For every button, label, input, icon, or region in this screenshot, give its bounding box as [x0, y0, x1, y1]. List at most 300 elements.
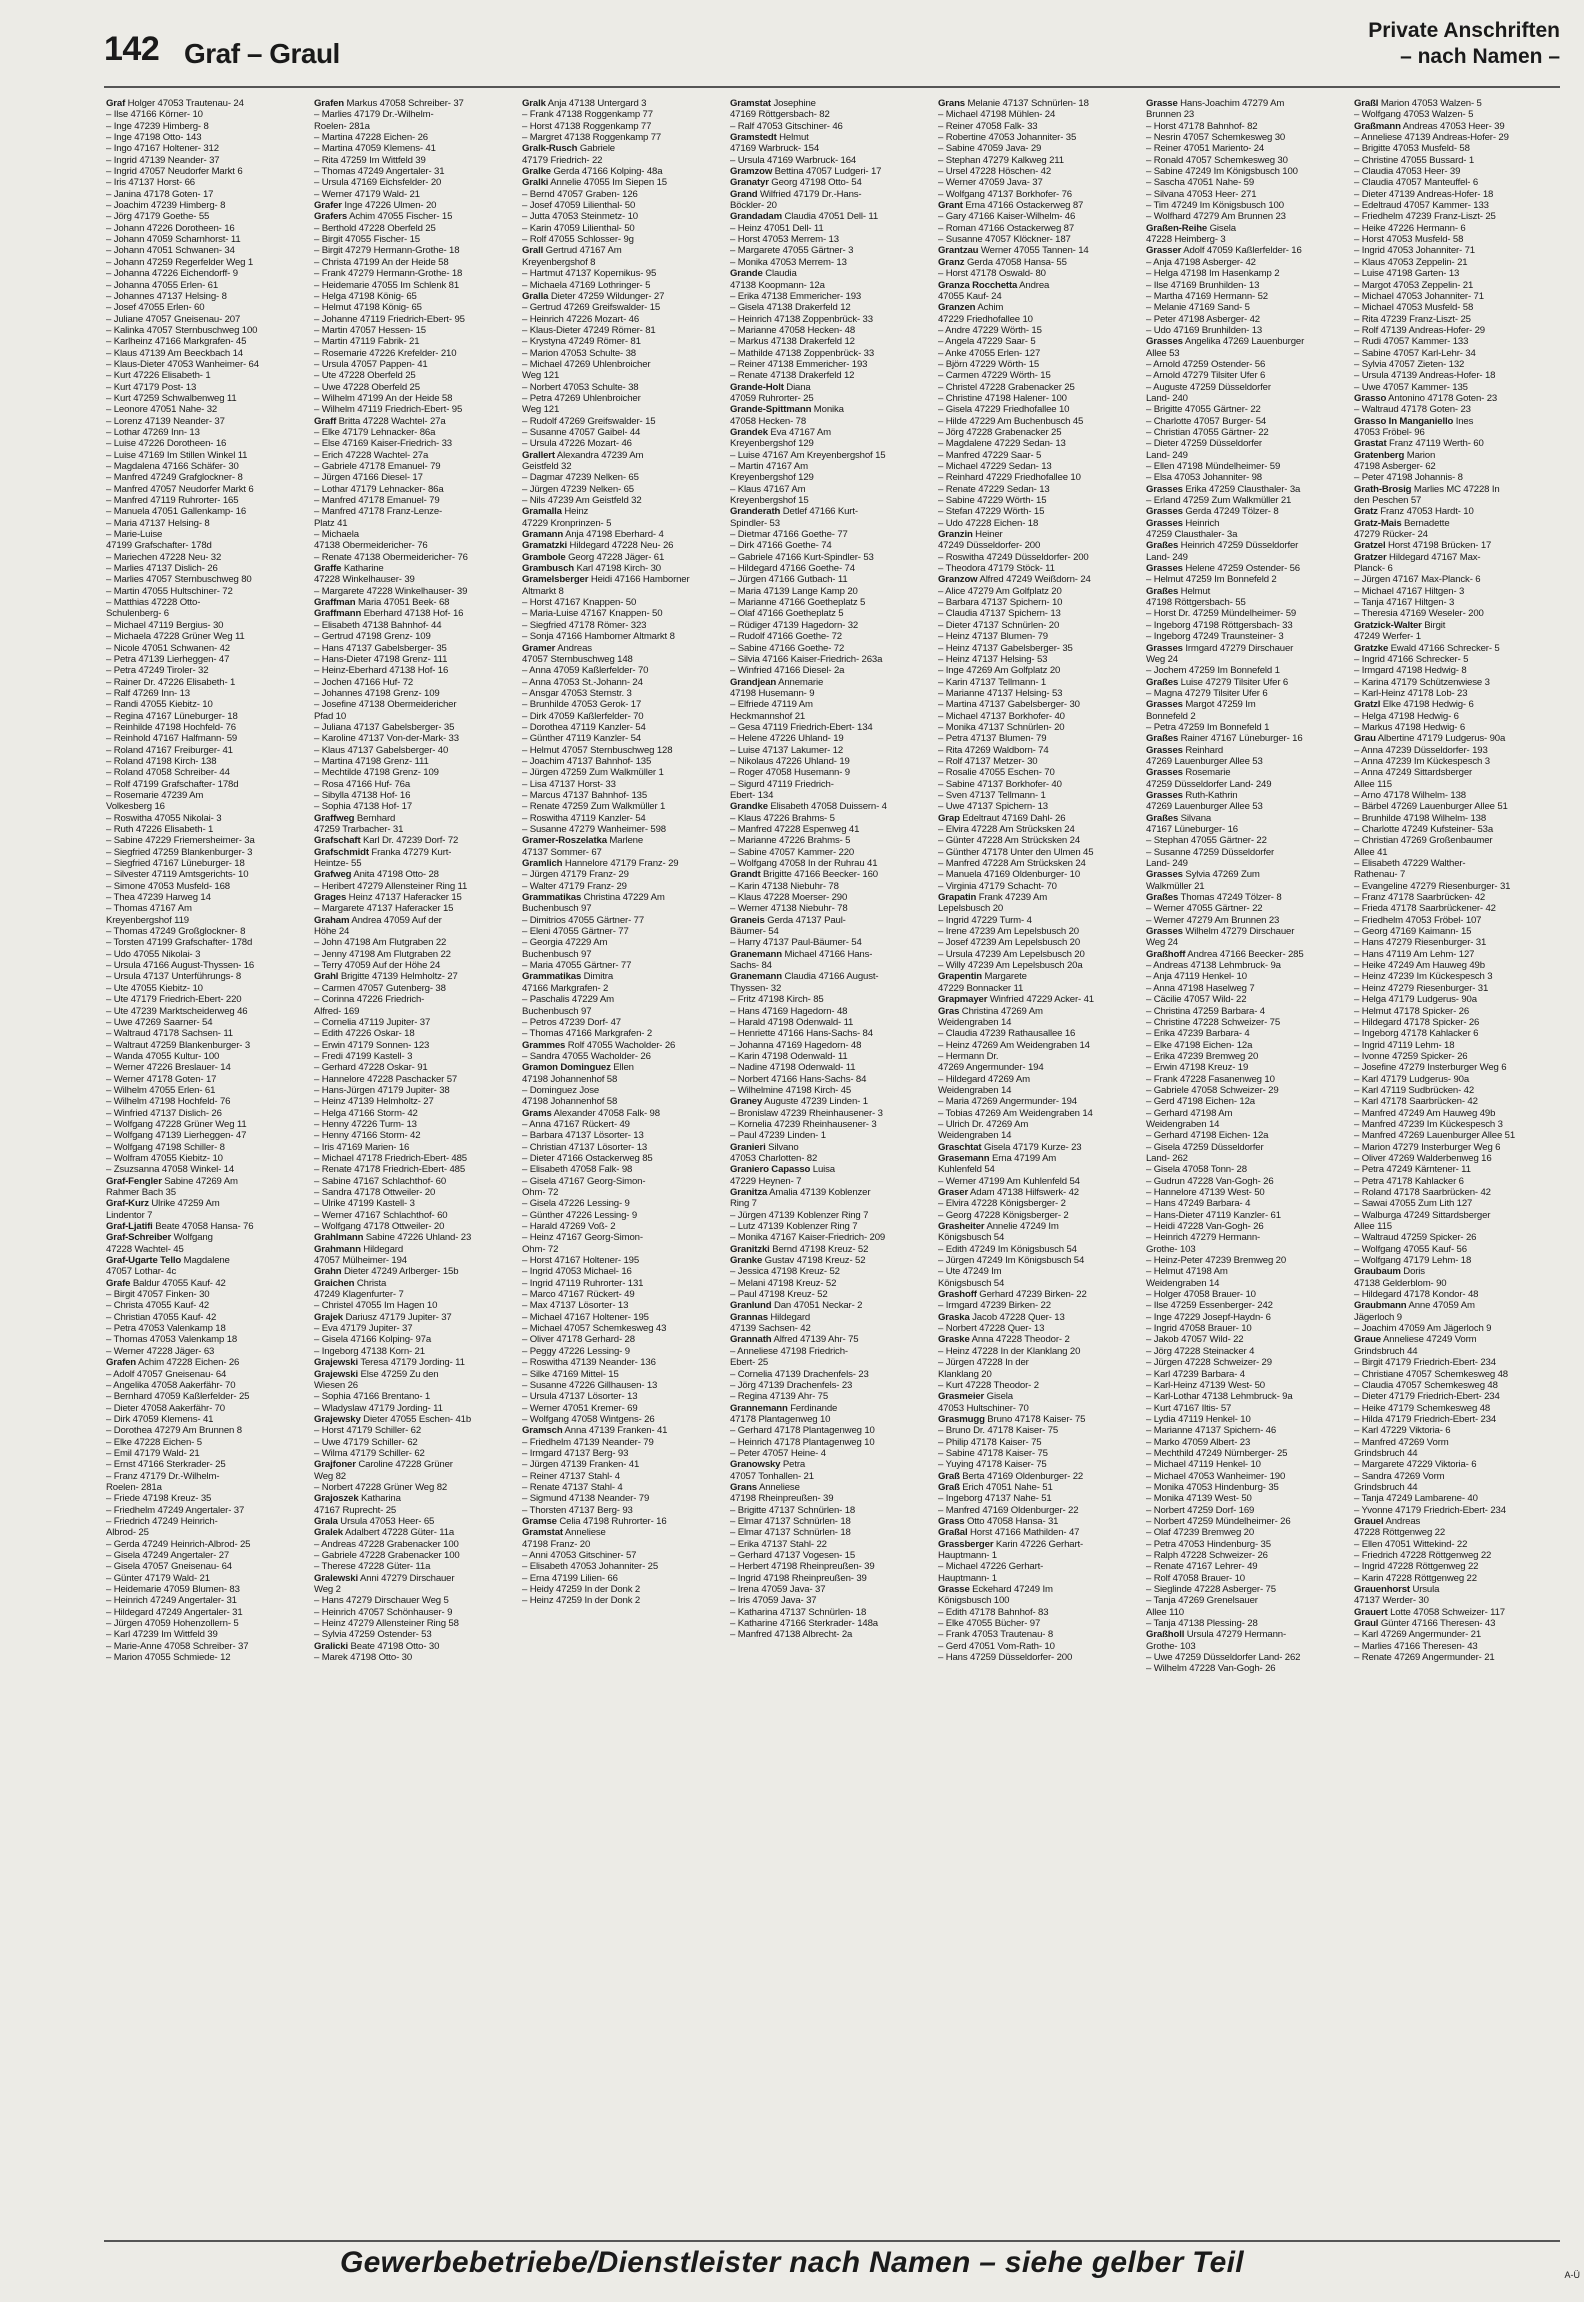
entry-surname: Grafen	[314, 98, 345, 109]
directory-entry	[522, 1164, 722, 1175]
entry-text: Weidengraben 14	[938, 1016, 1012, 1028]
entry-text: Silvano	[765, 1141, 799, 1153]
entry-text: – Werner 47199 Am Kuhlenfeld 54	[938, 1175, 1080, 1187]
entry-text: – Janina 47178 Goten- 17	[106, 188, 214, 200]
directory-entry	[106, 1119, 306, 1130]
directory-entry	[106, 302, 306, 313]
directory-entry	[106, 1539, 306, 1550]
directory-entry	[522, 1369, 722, 1380]
directory-entry	[314, 314, 514, 325]
entry-text: – Thomas 47167 Am	[106, 903, 192, 915]
directory-entry	[314, 1232, 514, 1243]
directory-entry	[522, 733, 722, 744]
entry-text: – Margarete 47137 Haferacker 15	[314, 903, 454, 915]
directory-entry	[1354, 1391, 1554, 1402]
directory-entry	[522, 404, 722, 415]
entry-text: Gisela	[984, 1391, 1013, 1403]
directory-entry	[938, 597, 1138, 608]
directory-entry	[314, 631, 514, 642]
entry-text: – Gisela 47226 Lessing- 9	[522, 1198, 630, 1210]
entry-text: Anneliese 47249 Vorm	[1380, 1334, 1477, 1346]
directory-entry	[314, 427, 514, 438]
directory-entry	[1354, 1210, 1554, 1221]
entry-text: – Melanie 47169 Sand- 5	[1146, 302, 1250, 314]
entry-surname: Grastat	[1354, 438, 1387, 450]
entry-text: – Werner 47226 Breslauer- 14	[106, 1062, 231, 1074]
directory-entry	[314, 586, 514, 597]
entry-surname: Graßes	[1146, 733, 1179, 745]
directory-entry	[314, 461, 514, 472]
entry-text: – Heinz 47139 Helmholtz- 27	[314, 1096, 434, 1108]
entry-text: – Christine 47055 Bussard- 1	[1354, 154, 1475, 166]
entry-surname: Grande-Spittmann	[730, 404, 812, 416]
directory-entry	[1354, 779, 1554, 790]
directory-entry	[1146, 1040, 1346, 1051]
directory-entry	[1354, 937, 1554, 948]
directory-entry	[106, 245, 306, 256]
directory-entry	[938, 1198, 1138, 1209]
directory-entry	[1146, 1527, 1346, 1538]
entry-text: – Gesa 47119 Friedrich-Ebert- 134	[730, 721, 873, 733]
entry-text: – Karin 47228 Röttgenweg 22	[1354, 1572, 1477, 1584]
directory-entry	[730, 1573, 930, 1584]
directory-entry	[1354, 824, 1554, 835]
directory-entry	[1354, 1595, 1554, 1606]
directory-entry	[522, 983, 722, 994]
directory-entry	[106, 1244, 306, 1255]
entry-surname: Grafschmidt	[314, 846, 369, 858]
directory-entry	[106, 109, 306, 120]
entry-text: – Rita 47259 Im Wittfeld 39	[314, 154, 426, 166]
entry-text: – Luise 47198 Garten- 13	[1354, 268, 1460, 280]
directory-entry	[314, 1062, 514, 1073]
directory-entry	[1146, 121, 1346, 132]
entry-text: – Gisela 47229 Friedhofallee 10	[938, 404, 1070, 416]
directory-entry	[522, 994, 722, 1005]
entry-surname: Graue	[1354, 1334, 1381, 1346]
directory-entry	[314, 824, 514, 835]
entry-text: – Marlies 47166 Theresen- 43	[1354, 1640, 1478, 1652]
entry-text: 47229 Friedhofallee 10	[938, 313, 1033, 325]
directory-entry	[106, 552, 306, 563]
entry-surname: Gralicki	[314, 1640, 348, 1652]
directory-entry	[1354, 1641, 1554, 1652]
directory-entry	[938, 608, 1138, 619]
entry-text: Altmarkt 8	[522, 585, 564, 597]
directory-entry	[106, 404, 306, 415]
directory-entry	[1146, 1539, 1346, 1550]
directory-entry	[314, 177, 514, 188]
entry-text: Eckehard 47249 Im	[969, 1584, 1053, 1596]
directory-entry	[730, 1550, 930, 1561]
directory-entry	[106, 1300, 306, 1311]
entry-text: Adolf 47059 Kaßlerfelder- 16	[1181, 245, 1302, 257]
directory-entry	[1146, 200, 1346, 211]
entry-surname: Graske	[938, 1334, 970, 1346]
directory-entry	[730, 223, 930, 234]
entry-text: Adalbert 47228 Güter- 11a	[342, 1527, 455, 1539]
entry-surname: Grannas	[730, 1311, 768, 1323]
directory-entry	[1146, 211, 1346, 222]
entry-text: – Ralph 47228 Schweizer- 26	[1146, 1550, 1268, 1561]
entry-text: – Inge 47229 Josepf-Haydn- 6	[1146, 1311, 1271, 1323]
entry-text: – Marco 47167 Rückert- 49	[522, 1289, 635, 1301]
entry-text: – Martina 47228 Eichen- 26	[314, 132, 428, 144]
entry-text: 47228 Röttgenweg 22	[1354, 1527, 1446, 1539]
top-rule	[104, 86, 1560, 88]
entry-text: – Karl 47239 Im Wittfeld 39	[106, 1629, 218, 1641]
section-title-line-2: – nach Namen –	[1400, 45, 1560, 68]
directory-entry	[730, 1074, 930, 1085]
directory-entry	[1146, 1629, 1346, 1640]
entry-text: Anni 47279 Dirschauer	[357, 1572, 455, 1584]
directory-entry	[106, 1142, 306, 1153]
directory-entry	[522, 1130, 722, 1141]
entry-surname: Grasso In Manganiello	[1354, 415, 1454, 427]
entry-text: – Rudolf 47269 Greifswalder- 15	[522, 415, 656, 427]
entry-text: – Uwe 47179 Schiller- 62	[314, 1436, 418, 1448]
entry-text: – Frieda 47178 Saarbrückener- 42	[1354, 903, 1496, 915]
directory-entry	[106, 1482, 306, 1493]
entry-text: – Petros 47239 Dorf- 47	[522, 1016, 621, 1028]
entry-text: Marion	[1404, 449, 1436, 461]
entry-text: – Dominguez Jose	[522, 1084, 600, 1096]
directory-entry	[106, 1346, 306, 1357]
directory-entry	[522, 608, 722, 619]
directory-entry	[938, 438, 1138, 449]
directory-entry	[1146, 382, 1346, 393]
directory-entry	[106, 1312, 306, 1323]
directory-entry	[106, 495, 306, 506]
directory-entry	[522, 1595, 722, 1606]
entry-text: – Hermann Dr.	[938, 1050, 999, 1062]
entry-text: – Irmgard 47239 Birken- 22	[938, 1300, 1051, 1312]
entry-text: Rainer 47167 Lüneburger- 16	[1178, 733, 1303, 745]
directory-entry	[1354, 1323, 1554, 1334]
entry-text: – Sabine 47057 Kammer- 220	[730, 846, 855, 858]
entry-text: – Marianne 47137 Spichern- 46	[1146, 1425, 1277, 1437]
entry-surname: Graf	[106, 98, 126, 109]
directory-entry	[106, 143, 306, 154]
directory-entry	[106, 450, 306, 461]
directory-entry	[314, 211, 514, 222]
directory-entry	[1354, 416, 1554, 427]
entry-text: – Manfred 47169 Oldenburger- 22	[938, 1504, 1079, 1516]
entry-text: – Maria 47055 Gärtner- 77	[522, 960, 632, 972]
entry-text: – Angelika 47058 Aakerfähr- 70	[106, 1379, 236, 1391]
entry-text: 47198 Husemann- 9	[730, 687, 815, 699]
directory-entry	[314, 608, 514, 619]
directory-entry	[1146, 552, 1346, 563]
entry-surname: Granemann	[730, 971, 782, 983]
entry-text: – Petra 47178 Kahlacker 6	[1354, 1175, 1464, 1187]
directory-entry	[1146, 1369, 1346, 1380]
entry-text: – Hans 47279 Riesenburger- 31	[1354, 937, 1487, 949]
entry-surname: Grand	[730, 188, 758, 200]
directory-entry	[314, 1108, 514, 1119]
entry-surname: Grandjean	[730, 676, 777, 688]
column-6	[1144, 98, 1352, 2236]
entry-surname: Gralewski	[314, 1572, 358, 1584]
entry-surname: Grasses	[1146, 336, 1183, 348]
entry-surname: Grajewski	[314, 1368, 358, 1380]
entry-text: 47259 Düsseldorfer Land- 249	[1146, 778, 1272, 790]
entry-text: Königsbusch 54	[938, 1277, 1005, 1289]
entry-text: – Ursula 47169 Eichsfelder- 20	[314, 177, 442, 189]
directory-entry	[522, 1391, 722, 1402]
directory-entry	[522, 98, 722, 109]
entry-surname: Grall	[522, 245, 544, 257]
directory-entry	[730, 869, 930, 880]
directory-entry	[1354, 234, 1554, 245]
directory-entry	[938, 1505, 1138, 1516]
entry-text: 47228 Winkelhauser- 39	[314, 574, 415, 586]
directory-entry	[1146, 1414, 1346, 1425]
entry-text: – Heinz 47239 Im Kückespesch 3	[1354, 971, 1493, 983]
entry-text: – Charlotte 47057 Burger- 54	[1146, 415, 1267, 427]
directory-entry	[314, 1176, 514, 1187]
column-4	[728, 98, 936, 2236]
entry-text: – Rosemarie 47226 Krefelder- 210	[314, 347, 457, 359]
directory-entry	[1146, 1164, 1346, 1175]
directory-entry	[314, 1346, 514, 1357]
entry-text: Maria 47051 Beek- 68	[355, 597, 450, 609]
entry-text: – Bernd 47057 Graben- 126	[522, 188, 638, 200]
entry-text: – Theresia 47169 Weseler- 200	[1354, 608, 1484, 620]
directory-entry	[938, 1595, 1138, 1606]
entry-text: – Rita 47239 Franz-Liszt- 25	[1354, 313, 1471, 325]
directory-entry	[730, 937, 930, 948]
directory-entry	[106, 1448, 306, 1459]
directory-entry	[938, 1062, 1138, 1073]
entry-text: – Michael 47178 Friedrich-Ebert- 485	[314, 1152, 467, 1164]
entry-text: Berta 47169 Oldenburger- 22	[959, 1470, 1084, 1482]
entry-text: – Josefine 47138 Obermeidericher	[314, 699, 457, 711]
directory-entry	[730, 1595, 930, 1606]
entry-text: Pfad 10	[314, 710, 347, 722]
directory-entry	[522, 416, 722, 427]
directory-entry	[522, 1051, 722, 1062]
entry-surname: Graßl	[1354, 98, 1379, 109]
entry-surname: Grasmeier	[938, 1391, 985, 1403]
entry-text: – Magna 47279 Tilsiter Ufer 6	[1146, 687, 1268, 699]
directory-entry	[106, 211, 306, 222]
entry-text: – Kurt 47226 Elisabeth- 1	[106, 370, 211, 382]
directory-entry	[730, 1425, 930, 1436]
directory-entry	[522, 1300, 722, 1311]
entry-text: – Georg 47228 Königsberger- 2	[938, 1209, 1069, 1221]
directory-entry	[938, 109, 1138, 120]
entry-text: – Heribert 47279 Allensteiner Ring 11	[314, 880, 468, 892]
directory-entry	[1146, 960, 1346, 971]
directory-entry	[730, 1618, 930, 1629]
entry-text: – Maria 47137 Helsing- 8	[106, 517, 210, 529]
directory-entry	[314, 1266, 514, 1277]
column-1	[104, 98, 312, 2236]
entry-text: – Michael 47057 Schemkesweg 43	[522, 1323, 667, 1335]
directory-entry	[730, 143, 930, 154]
directory-entry	[1146, 1244, 1346, 1255]
directory-entry	[106, 506, 306, 517]
directory-entry	[938, 1437, 1138, 1448]
directory-entry	[1146, 404, 1346, 415]
directory-entry	[106, 461, 306, 472]
entry-surname: Granlund	[730, 1300, 772, 1312]
entry-text: – Margarete 47055 Gärtner- 3	[730, 245, 854, 257]
directory-entry	[314, 835, 514, 846]
directory-entry	[1354, 506, 1554, 517]
entry-text: – Anna 47239 Düsseldorfer- 193	[1354, 744, 1488, 756]
entry-text: – Margarete 47229 Viktoria- 6	[1354, 1459, 1477, 1471]
entry-text: Schulenberg- 6	[106, 608, 169, 620]
entry-text: – Wilhelm 47055 Erlen- 61	[106, 1084, 216, 1096]
entry-text: – Andre 47229 Wörth- 15	[938, 324, 1042, 336]
directory-entry	[1354, 1516, 1554, 1527]
directory-entry	[106, 1096, 306, 1107]
entry-text: – Renate 47167 Lehrer- 49	[1146, 1561, 1258, 1573]
entry-text: – Lothar 47269 Inn- 13	[106, 426, 200, 438]
entry-text: – Gary 47166 Kaiser-Wilhelm- 46	[938, 211, 1076, 223]
entry-text: Kreyenbergshof 129	[730, 472, 814, 484]
entry-text: 47055 Kauf- 24	[938, 290, 1002, 302]
entry-text: – Kornelia 47239 Rheinhausener- 3	[730, 1118, 877, 1130]
directory-entry	[106, 472, 306, 483]
entry-text: 47057 Tonhallen- 21	[730, 1470, 814, 1482]
entry-surname: Gramzow	[730, 166, 773, 178]
directory-entry	[730, 166, 930, 177]
entry-text: – Gerd 47198 Eichen- 12a	[1146, 1096, 1255, 1108]
entry-text: – Melani 47198 Kreuz- 52	[730, 1277, 837, 1289]
directory-entry	[1354, 1244, 1554, 1255]
directory-entry	[106, 1652, 306, 1663]
entry-text: Erna 47199 Am	[989, 1152, 1057, 1164]
directory-entry	[730, 1437, 930, 1448]
entry-text: Rahmer Bach 35	[106, 1187, 176, 1198]
entry-surname: Granza Rocchetta	[938, 279, 1018, 291]
entry-text: – Edith 47178 Bahnhof- 83	[938, 1606, 1049, 1618]
entry-text: – Franz 47179 Dr.-Wilhelm-	[106, 1470, 220, 1482]
entry-text: – Karl-Lothar 47138 Lehmbruck- 9a	[1146, 1391, 1293, 1403]
directory-entry	[314, 1289, 514, 1300]
directory-entry	[314, 1561, 514, 1572]
directory-entry	[730, 506, 930, 517]
entry-text: – Emil 47179 Wald- 21	[106, 1447, 200, 1459]
directory-entry	[730, 1040, 930, 1051]
directory-entry	[314, 813, 514, 824]
directory-entry	[938, 1391, 1138, 1402]
entry-text: – Helga 47198 König- 65	[314, 290, 417, 302]
entry-text: Helmut	[776, 132, 809, 144]
entry-text: 47228 Heimberg- 3	[1146, 234, 1226, 246]
entry-text: Frank 47239 Am	[976, 892, 1048, 904]
directory-entry	[1354, 915, 1554, 926]
entry-text: – Sophia 47166 Brentano- 1	[314, 1391, 431, 1403]
entry-text: – Brigitte 47053 Musfeld- 58	[1354, 143, 1470, 155]
directory-entry	[1146, 506, 1346, 517]
entry-text: 47228 Wachtel- 45	[106, 1243, 184, 1255]
entry-text: – Dirk 47059 Klemens- 41	[106, 1413, 214, 1425]
directory-entry	[1146, 495, 1346, 506]
directory-entry	[314, 98, 514, 109]
entry-text: Doris	[1400, 1266, 1425, 1278]
entry-text: – Monika 47167 Kaiser-Friedrich- 209	[730, 1232, 886, 1244]
entry-text: – Helmut 47198 König- 65	[314, 302, 422, 314]
entry-text: – Helmut 47057 Sternbuschweg 128	[522, 744, 673, 756]
entry-text: – Wilma 47179 Schiller- 62	[314, 1447, 425, 1459]
entry-text: – Günther 47226 Lessing- 9	[522, 1209, 638, 1221]
directory-entry	[1146, 1142, 1346, 1153]
directory-entry	[1354, 98, 1554, 109]
directory-entry	[314, 688, 514, 699]
directory-entry	[522, 949, 722, 960]
entry-surname: Gramelsberger	[522, 574, 589, 586]
entry-text: – Gerhard 47137 Vogesen- 15	[730, 1550, 856, 1561]
directory-entry	[730, 1493, 930, 1504]
entry-text: Annelie 47055 Im Siepen 15	[548, 177, 667, 189]
entry-text: Land- 249	[1146, 551, 1188, 563]
entry-text: Sachs- 84	[730, 960, 772, 972]
entry-text: Erika 47259 Clausthaler- 3a	[1182, 483, 1301, 495]
directory-entry	[522, 574, 722, 585]
directory-entry	[106, 1255, 306, 1266]
directory-entry	[522, 688, 722, 699]
entry-text: – Brigitte 47055 Gärtner- 22	[1146, 404, 1261, 416]
directory-entry	[522, 1527, 722, 1538]
directory-entry	[522, 597, 722, 608]
directory-entry	[938, 688, 1138, 699]
entry-text: – Ingrid 47166 Schrecker- 5	[1354, 653, 1469, 665]
directory-entry	[522, 1096, 722, 1107]
entry-surname: Grassberger	[938, 1538, 994, 1550]
directory-entry	[106, 382, 306, 393]
entry-text: – Horst 47179 Schiller- 62	[314, 1425, 422, 1437]
entry-text: – Hartmut 47137 Kopernikus- 95	[522, 268, 657, 280]
entry-text: – Paul 47198 Kreuz- 52	[730, 1289, 828, 1301]
entry-text: – Kurt 47179 Post- 13	[106, 381, 197, 393]
entry-text: – Gisela 47058 Tonn- 28	[1146, 1164, 1247, 1176]
directory-entry	[938, 813, 1138, 824]
entry-text: 47198 Franz- 20	[522, 1538, 591, 1550]
directory-entry	[730, 1096, 930, 1107]
entry-text: Ebert- 25	[730, 1357, 769, 1369]
directory-entry	[730, 654, 930, 665]
directory-entry	[938, 1448, 1138, 1459]
entry-text: – Heidemarie 47055 Im Schlenk 81	[314, 279, 460, 291]
entry-text: Gerda 47249 Tölzer- 8	[1182, 506, 1279, 518]
directory-entry	[938, 1334, 1138, 1345]
directory-entry	[938, 1493, 1138, 1504]
directory-entry	[1354, 1561, 1554, 1572]
directory-entry	[730, 370, 930, 381]
directory-entry	[730, 1607, 930, 1618]
entry-text: – Gerda 47249 Heinrich-Albrod- 25	[106, 1538, 251, 1550]
entry-surname: Grajewsky	[314, 1413, 361, 1425]
directory-entry	[730, 1130, 930, 1141]
entry-text: – Virginia 47179 Schacht- 70	[938, 880, 1057, 892]
directory-entry	[106, 1618, 306, 1629]
entry-text: – Horst 47138 Roggenkamp 77	[522, 120, 652, 132]
entry-text: – Petra 47249 Tiroler- 32	[106, 665, 209, 677]
entry-text: – Ivonne 47259 Spicker- 26	[1354, 1050, 1468, 1062]
entry-text: – Carmen 47229 Wörth- 15	[938, 370, 1051, 382]
directory-entry	[1146, 1493, 1346, 1504]
directory-entry	[938, 1244, 1138, 1255]
directory-entry	[730, 1006, 930, 1017]
directory-entry	[730, 121, 930, 132]
directory-entry	[938, 1516, 1138, 1527]
entry-text: – Christian 47137 Lösorter- 13	[522, 1141, 648, 1153]
entry-text: – Nesrin 47057 Schemkesweg 30	[1146, 132, 1286, 144]
